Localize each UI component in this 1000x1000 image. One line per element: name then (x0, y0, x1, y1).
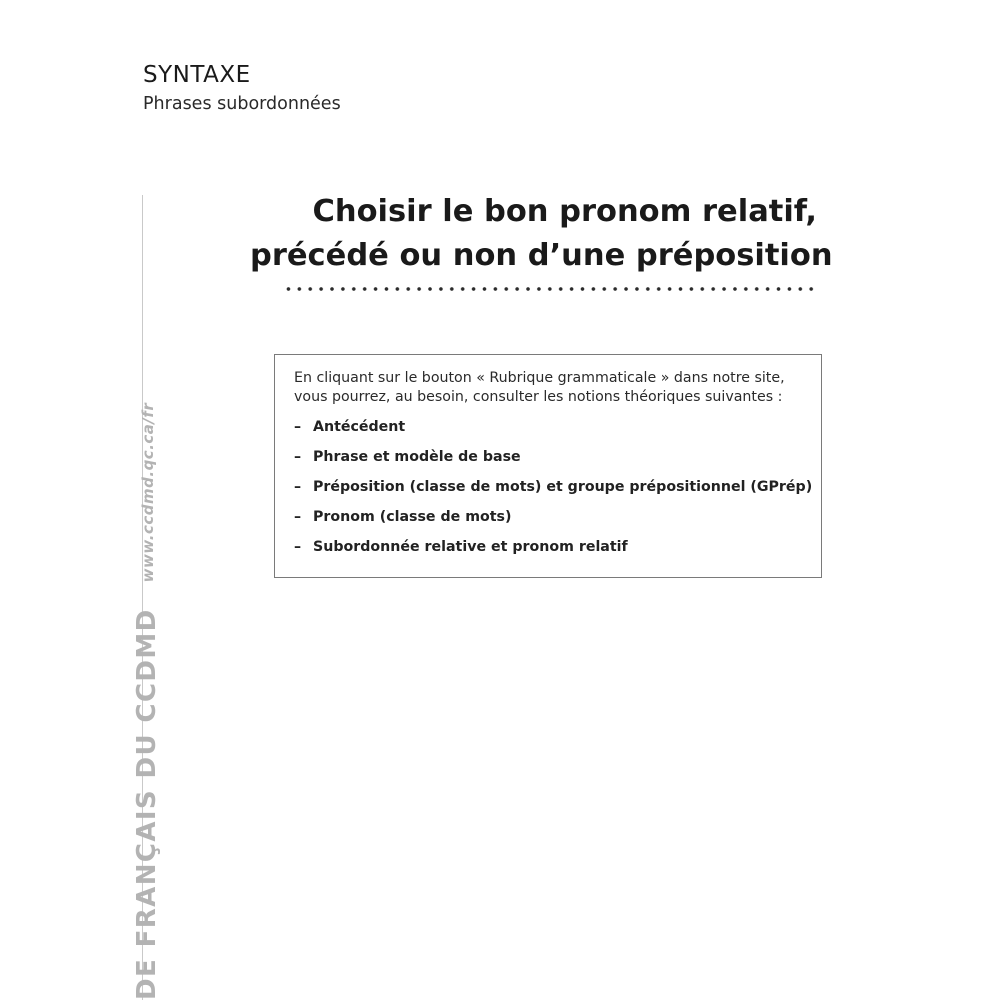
section-subtitle: Phrases subordonnées (143, 94, 341, 114)
list-item (294, 442, 807, 472)
list-item (294, 502, 807, 532)
list-item-label: Antécédent (313, 419, 406, 435)
list-item-label: Subordonnée relative et pronom relatif (313, 539, 628, 555)
dash-bullet: – (294, 419, 302, 435)
dash-bullet: – (294, 509, 302, 525)
page-title-line-2: précédé ou non d’une préposition (250, 238, 833, 273)
dotted-divider (283, 286, 816, 292)
list-item (294, 472, 813, 502)
list-item (294, 412, 807, 442)
section-title: SYNTAXE (143, 62, 251, 88)
sidebar-url[interactable]: www.ccdmd.qc.ca/fr (139, 402, 157, 583)
page-title (250, 190, 833, 278)
list-item (294, 532, 807, 562)
dash-bullet: – (294, 449, 302, 465)
info-intro (294, 369, 807, 407)
info-intro-line-2: vous pourrez, au besoin, consulter les notions théoriques suivantes : (294, 389, 783, 405)
notions-list (294, 412, 813, 562)
list-item-label: Pronom (classe de mots) (313, 509, 512, 525)
page-title-line-1: Choisir le bon pronom relatif, (312, 194, 817, 229)
list-item-label: Phrase et modèle de base (313, 449, 521, 465)
info-intro-line-1: En cliquant sur le bouton « Rubrique grammaticale » dans notre site, (294, 370, 785, 386)
dash-bullet: – (294, 479, 302, 495)
list-item-label: Préposition (classe de mots) et groupe prépositionnel (GPrép) (313, 479, 813, 495)
sidebar-vertical-text (132, 403, 162, 1000)
info-box (274, 354, 822, 578)
sidebar-brand: DE FRANÇAIS DU CCDMD (132, 608, 162, 1000)
dash-bullet: – (294, 539, 302, 555)
